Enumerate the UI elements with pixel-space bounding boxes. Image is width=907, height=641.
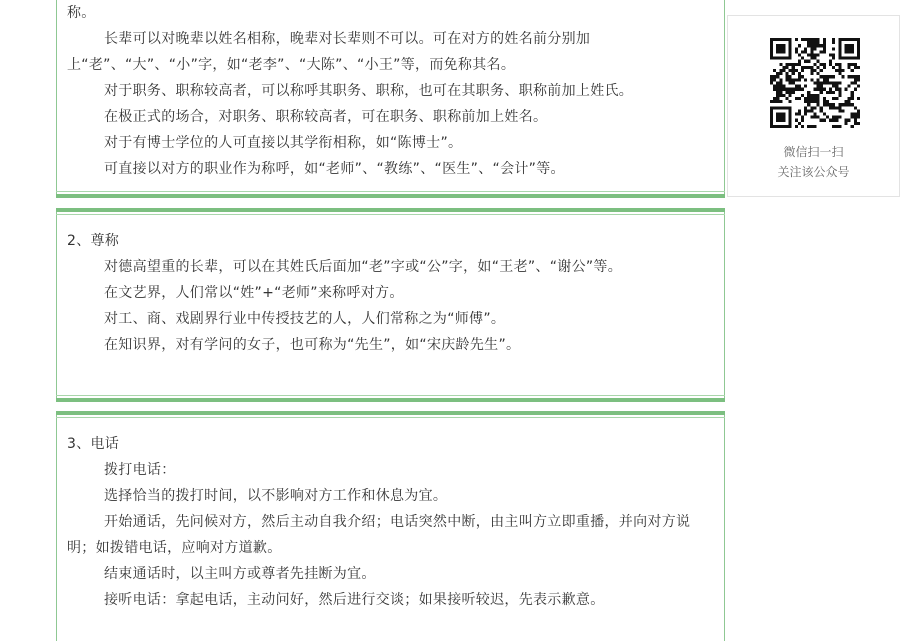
card-divider — [56, 214, 725, 215]
card-divider — [56, 191, 725, 192]
paragraph: 对于职务、职称较高者，可以称呼其职务、职称，也可在其职务、职称前加上姓氏。 — [104, 83, 634, 99]
paragraph: 拨打电话： — [104, 462, 176, 478]
card-divider — [56, 208, 725, 212]
paragraph: 接听电话：拿起电话，主动问好，然后进行交谈；如果接听较迟，先表示歉意。 — [104, 592, 605, 608]
card-body — [67, 228, 714, 358]
qr-caption-line2: 关注该公众号 — [777, 165, 850, 179]
qr-caption-line1: 微信扫一扫 — [783, 145, 844, 159]
section-heading: 2、尊称 — [67, 233, 120, 249]
paragraph: 在文艺界，人们常以“姓”+“老师”来称呼对方。 — [104, 285, 404, 301]
card-divider — [56, 194, 725, 198]
content-card-honorifics — [56, 208, 725, 402]
card-divider — [56, 417, 725, 418]
paragraph: 结束通话时，以主叫方或尊者先挂断为宜。 — [104, 566, 376, 582]
card-body — [67, 431, 714, 613]
paragraph: 对于有博士学位的人可直接以其学衔相称，如“陈博士”。 — [104, 135, 463, 151]
paragraph: 开始通话，先问候对方，然后主动自我介绍；电话突然中断，由主叫方立即重播，并向对方说明；如拨错电话，应响对方道歉。 — [67, 514, 691, 556]
paragraph: 在极正式的场合，对职务、职称较高者，可在职务、职称前加上姓名。 — [104, 109, 548, 125]
qr-code-icon[interactable] — [770, 38, 860, 128]
card-divider — [56, 395, 725, 396]
content-card-titles — [56, 0, 725, 198]
paragraph: 对工、商、戏剧界行业中传授技艺的人，人们常称之为“师傅”。 — [104, 311, 506, 327]
qr-follow-panel — [727, 15, 900, 197]
card-body — [67, 0, 714, 182]
paragraph: 选择恰当的拨打时间，以不影响对方工作和休息为宜。 — [104, 488, 448, 504]
section-heading: 3、电话 — [67, 436, 120, 452]
paragraph: 长辈可以对晚辈以姓名相称，晚辈对长辈则不可以。可在对方的姓名前分别加上“老”、“大”、“小”字，如“老李”、“大陈”、“小王”等，而免称其名。 — [67, 31, 591, 73]
card-divider — [56, 411, 725, 415]
paragraph: 可直接以对方的职业作为称呼，如“老师”、“教练”、“医生”、“会计”等。 — [104, 161, 565, 177]
card-divider — [56, 398, 725, 402]
content-card-phone — [56, 411, 725, 641]
paragraph: 在知识界，对有学问的女子，也可称为“先生”，如“宋庆龄先生”。 — [104, 337, 521, 353]
paragraph: 称。 — [67, 5, 96, 21]
paragraph: 对德高望重的长辈，可以在其姓氏后面加“老”字或“公”字，如“王老”、“谢公”等。 — [104, 259, 623, 275]
